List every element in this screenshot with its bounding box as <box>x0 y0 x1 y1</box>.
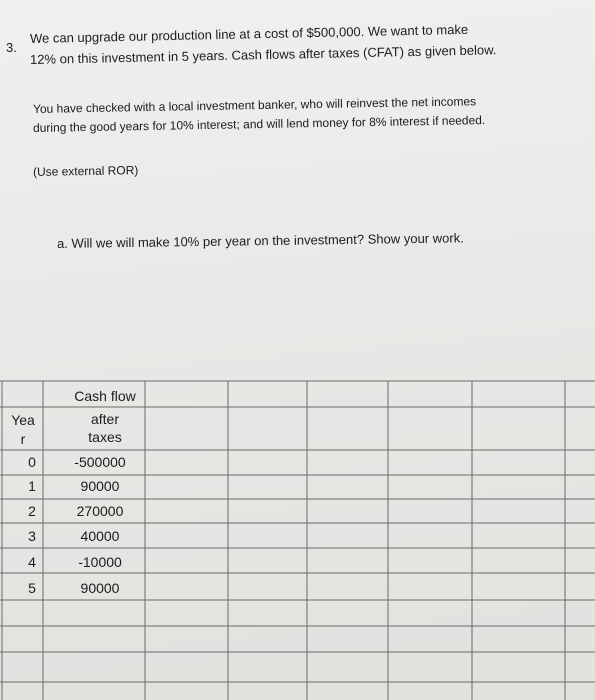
year-header <box>3 412 43 447</box>
year-cell-0: 0 <box>28 454 36 470</box>
cash-flow-header-line-3: taxes <box>88 429 122 445</box>
note-line-1: You have checked with a local investment banker, who will reinvest the net incomes <box>32 94 477 116</box>
cash-flow-header <box>60 388 150 445</box>
question-number: 3. <box>6 40 17 55</box>
cash-flow-cell-5: 90000 <box>80 580 120 596</box>
cash-flow-cell-0: -500000 <box>74 454 126 470</box>
year-cell-4: 4 <box>28 554 36 570</box>
note-line-3: (Use external ROR) <box>32 163 139 179</box>
cash-flow-cell-2: 270000 <box>76 503 124 519</box>
cash-flow-header-line-2: after <box>90 411 119 427</box>
question-text-line-1: We can upgrade our production line at a cost of $500,000. We want to make <box>29 21 469 46</box>
note-line-2: during the good years for 10% interest; and will lend money for 8% interest if needed. <box>32 113 486 135</box>
cash-flow-cell-1: 90000 <box>80 478 120 494</box>
year-cell-5: 5 <box>28 580 36 596</box>
year-header-line-1: Yea <box>11 412 35 428</box>
year-cell-1: 1 <box>28 478 36 494</box>
year-cell-3: 3 <box>28 528 36 544</box>
year-header-line-2: r <box>20 431 26 447</box>
cash-flow-cell-3: 40000 <box>80 528 120 544</box>
cash-flow-header-line-1: Cash flow <box>74 388 136 404</box>
year-cell-2: 2 <box>28 503 36 519</box>
cash-flow-cell-4: -10000 <box>78 554 122 570</box>
part-a-question: a. Will we will make 10% per year on the investment? Show your work. <box>56 230 464 251</box>
question-text-line-2: 12% on this investment in 5 years. Cash flows after taxes (CFAT) as given below. <box>29 42 497 67</box>
